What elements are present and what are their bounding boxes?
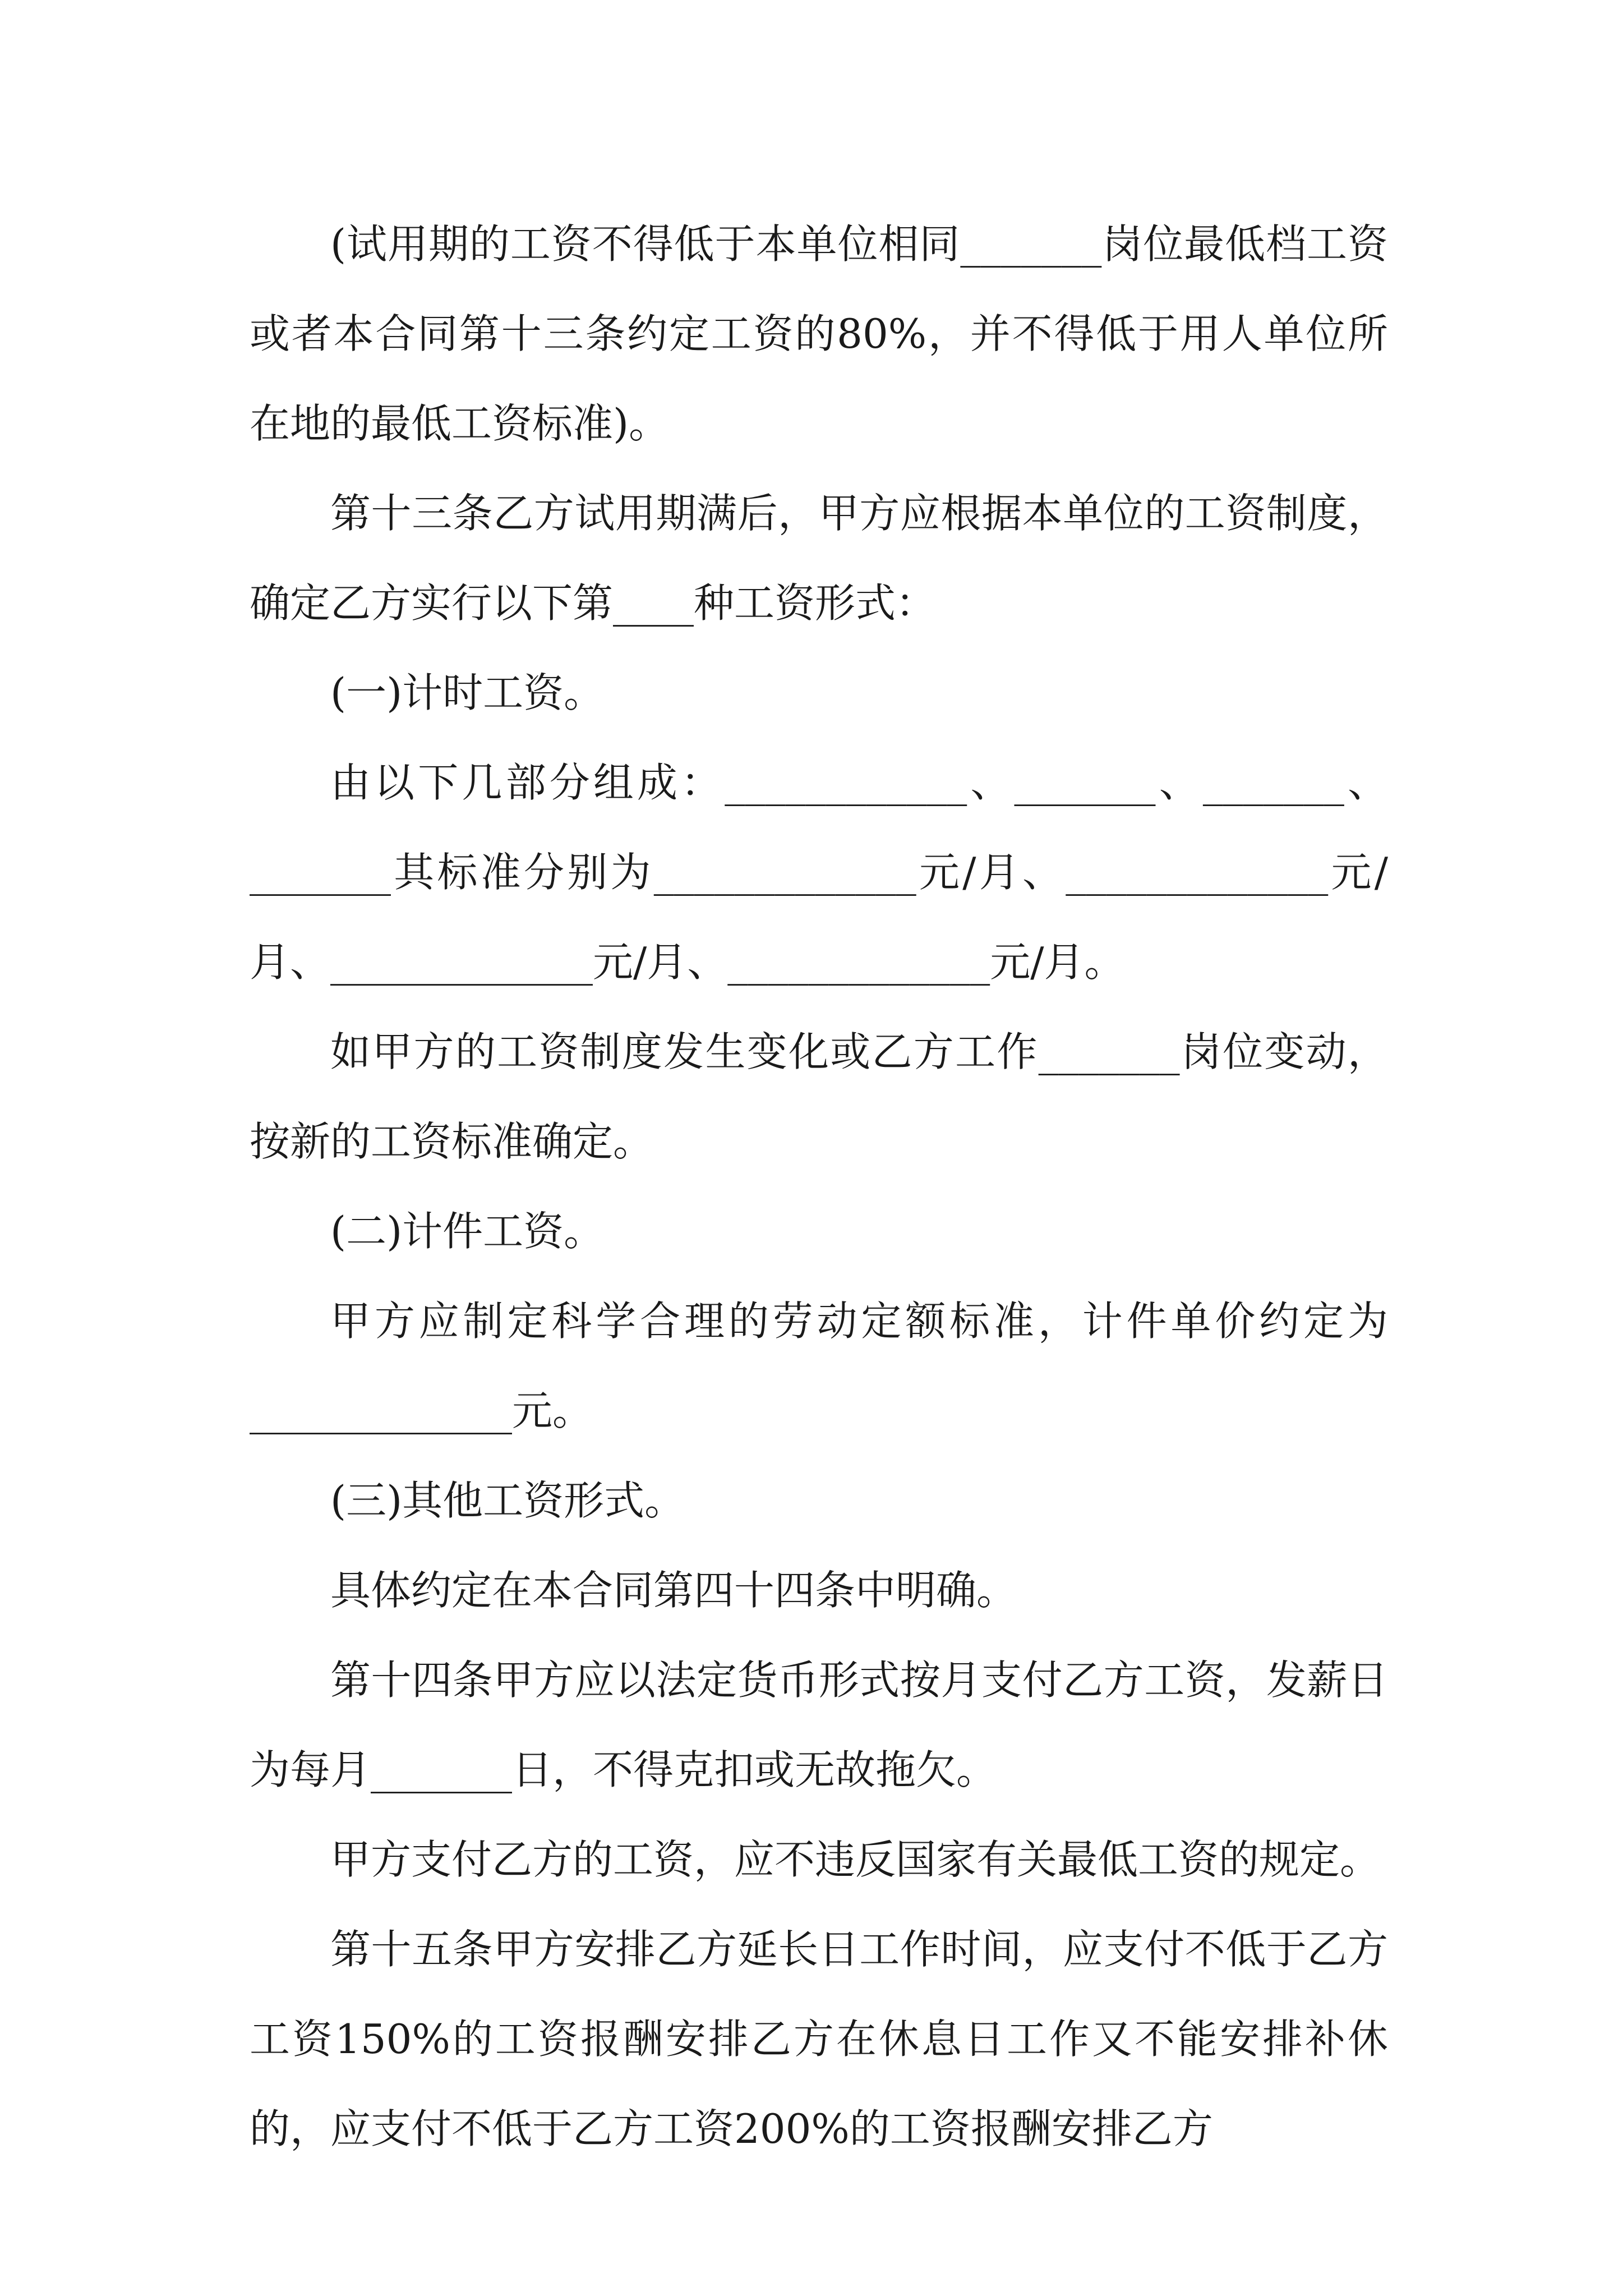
paragraph-piece-rate: 甲方应制定科学合理的劳动定额标准，计件单价约定为_____________元。 [250,1297,1388,1434]
document-body [250,199,1388,2174]
paragraph-article-15: 第十五条甲方安排乙方延长日工作时间，应支付不低于乙方工资150%的工资报酬安排乙方在休息日工作又不能安排补休的，应支付不低于乙方工资200%的工资报酬安排乙方 [250,1926,1388,2152]
paragraph-minimum-wage: 甲方支付乙方的工资，应不违反国家有关最低工资的规定。 [330,1836,1381,1883]
paragraph-other-wage-heading: (三)其他工资形式。 [330,1477,685,1524]
paragraph-article-13: 第十三条乙方试用期满后，甲方应根据本单位的工资制度，确定乙方实行以下第____种工资形式： [250,490,1388,627]
paragraph-wage-system-change: 如甲方的工资制度发生变化或乙方工作_______岗位变动，按新的工资标准确定。 [250,1028,1388,1165]
paragraph-time-wage-components: 由以下几部分组成：____________、_______、_______、_______其标准分别为_____________元/月、_____________元/月、_____________元/月、_____________元/月。 [250,759,1388,986]
paragraph-article-14: 第十四条甲方应以法定货币形式按月支付乙方工资，发薪日为每月_______日，不得克扣或无故拖欠。 [250,1657,1388,1793]
paragraph-probation-wage: (试用期的工资不得低于本单位相同_______岗位最低档工资或者本合同第十三条约定工资的80%，并不得低于用人单位所在地的最低工资标准)。 [250,220,1388,447]
paragraph-time-wage-heading: (一)计时工资。 [330,669,605,716]
paragraph-article-44-reference: 具体约定在本合同第四十四条中明确。 [330,1567,1017,1614]
paragraph-piece-wage-heading: (二)计件工资。 [330,1208,605,1255]
